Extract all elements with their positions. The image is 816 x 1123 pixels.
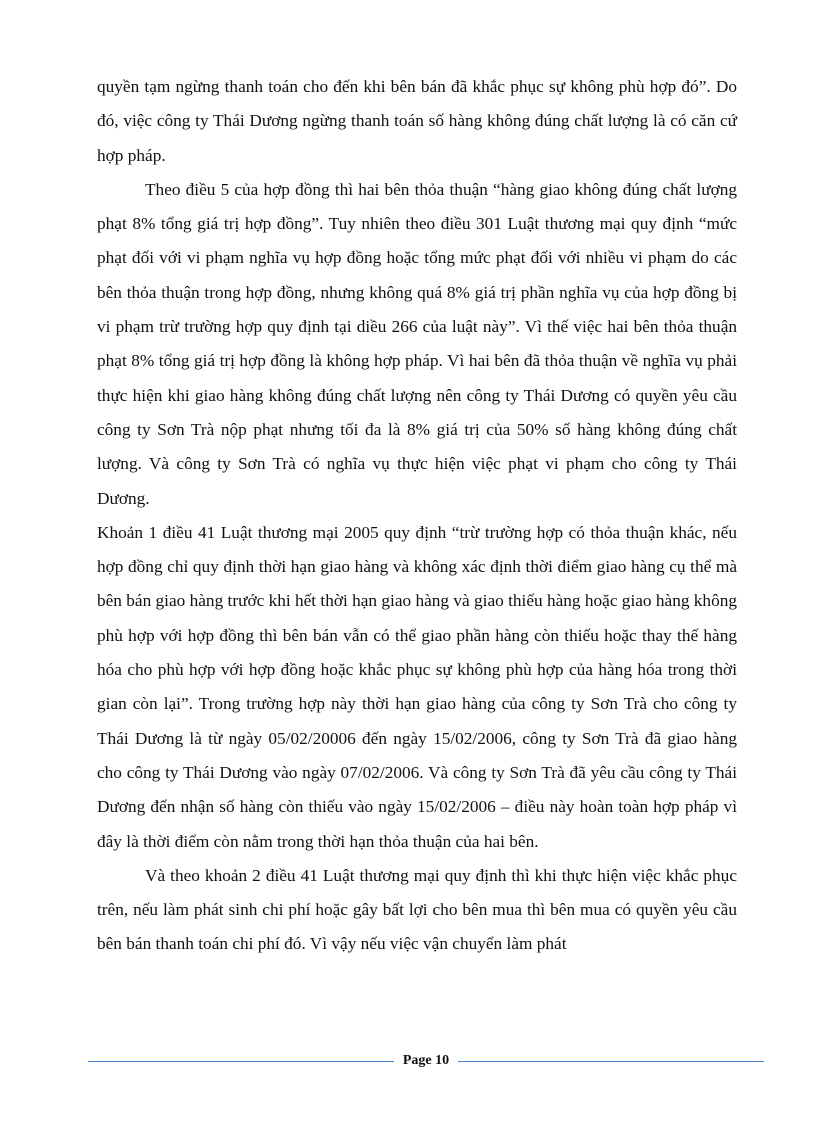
footer-rule-left xyxy=(88,1061,394,1062)
paragraph-2: Theo điều 5 của hợp đồng thì hai bên thỏa thuận “hàng giao không đúng chất lượng phạt 8% tổng giá trị hợp đồng”. Tuy nhiên theo điều 301 Luật thương mại quy định “mức phạt đối với vi phạm nghĩa vụ hợp đồng hoặc tổng mức phạt đối với nhiều vi phạm do các bên thỏa thuận trong hợp đồng, nhưng không quá 8% giá trị phần nghĩa vụ của hợp đồng bị vi phạm trừ trường hợp quy định tại diều 266 của luật này”. Vì thế việc hai bên thỏa thuận phạt 8% tổng giá trị hợp đồng là không hợp pháp. Vì hai bên đã thỏa thuận về nghĩa vụ phải thực hiện khi giao hàng không đúng chất lượng nên công ty Thái Dương có quyền yêu cầu công ty Sơn Trà nộp phạt nhưng tối đa là 8% giá trị của 50% số hàng không đúng chất lượng. Và công ty Sơn Trà có nghĩa vụ thực hiện việc phạt vi phạm cho công ty Thái Dương. xyxy=(97,179,737,508)
page-footer xyxy=(88,1050,764,1072)
page-number: Page 10 xyxy=(402,1053,450,1068)
document-body xyxy=(97,70,737,962)
footer-rule-right xyxy=(458,1061,764,1062)
paragraph-4: Và theo khoản 2 điều 41 Luật thương mại quy định thì khi thực hiện việc khắc phục trên, nếu làm phát sinh chi phí hoặc gây bất lợi cho bên mua thì bên mua có quyền yêu cầu bên bán thanh toán chi phí đó. Vì vậy nếu việc vận chuyển làm phát xyxy=(97,865,737,954)
paragraph-1: quyền tạm ngừng thanh toán cho đến khi bên bán đã khắc phục sự không phù hợp đó”. Do đó, việc công ty Thái Dương ngừng thanh toán số hàng không đúng chất lượng là có căn cứ hợp pháp. xyxy=(97,77,737,165)
paragraph-3: Khoản 1 điều 41 Luật thương mại 2005 quy định “trừ trường hợp có thỏa thuận khác, nếu hợp đồng chỉ quy định thời hạn giao hàng và không xác định thời điểm giao hàng cụ thể mà bên bán giao hàng trước khi hết thời hạn giao hàng và giao thiếu hàng hoặc giao hàng không phù hợp với hợp đồng thì bên bán vẫn có thể giao phần hàng còn thiếu hoặc thay thế hàng hóa cho phù hợp với hợp đồng hoặc khắc phục sự không phù hợp của hàng hóa trong thời gian còn lại”. Trong trường hợp này thời hạn giao hàng của công ty Sơn Trà cho công ty Thái Dương là từ ngày 05/02/20006 đến ngày 15/02/2006, công ty Sơn Trà đã giao hàng cho công ty Thái Dương vào ngày 07/02/2006. Và công ty Sơn Trà đã yêu cầu công ty Thái Dương đến nhận số hàng còn thiếu vào ngày 15/02/2006 – điều này hoàn toàn hợp pháp vì đây là thời điểm còn nằm trong thời hạn thỏa thuận của hai bên. xyxy=(97,522,737,851)
